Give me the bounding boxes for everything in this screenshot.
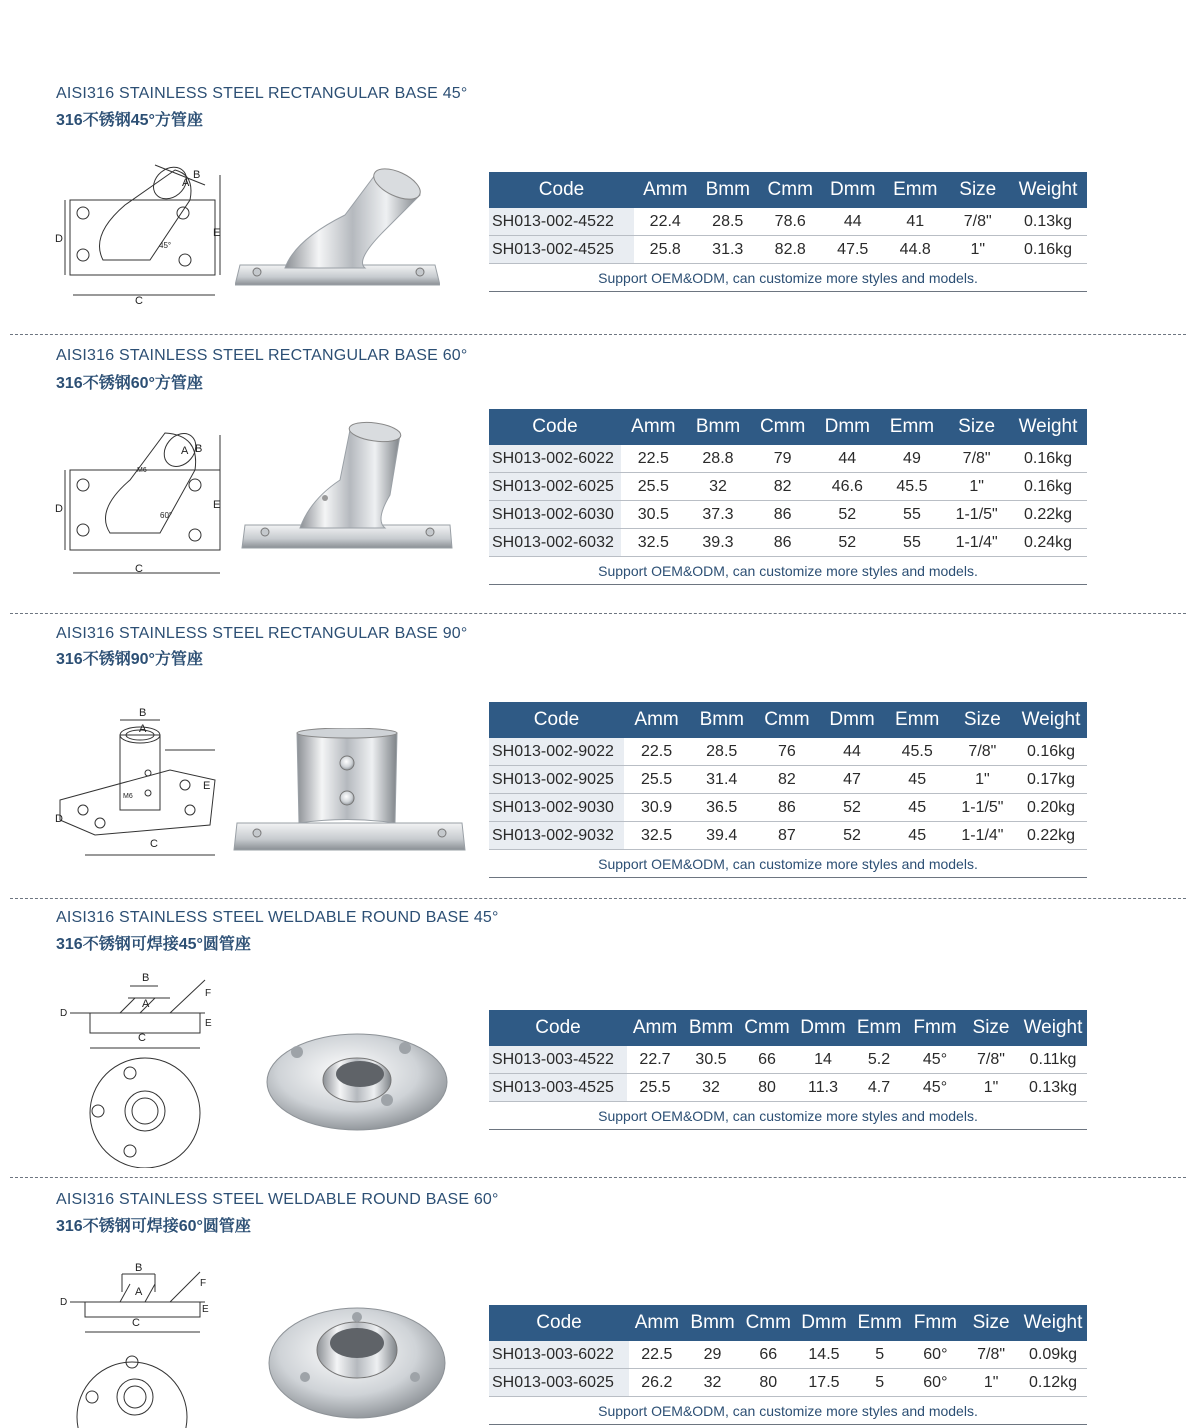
table-cell: 5.2	[851, 1046, 907, 1074]
table-header: Amm	[627, 1010, 683, 1046]
table-cell: 31.3	[697, 236, 760, 264]
table-header: Bmm	[683, 1010, 739, 1046]
section-title-zh: 316不锈钢可焊接60°圆管座	[56, 1218, 251, 1235]
table-cell: 22.5	[629, 1341, 685, 1369]
table-header: Emm	[852, 1305, 908, 1341]
dim-label-e: E	[213, 499, 221, 511]
oem-note: Support OEM&ODM, can customize more styles and models.	[489, 557, 1087, 585]
dim-label-e: E	[202, 1304, 209, 1315]
table-cell: 11.3	[795, 1074, 851, 1102]
oem-note: Support OEM&ODM, can customize more styles and models.	[489, 850, 1087, 878]
table-cell: 5	[852, 1369, 908, 1397]
cell-code: SH013-002-6030	[489, 501, 621, 529]
dim-label-angle: 60°	[160, 511, 173, 520]
dim-label-d: D	[60, 1008, 68, 1019]
dim-label-c: C	[132, 1317, 140, 1329]
table-cell: 7/8"	[963, 1046, 1019, 1074]
table-cell: 26.2	[629, 1369, 685, 1397]
table-header: Size	[950, 702, 1015, 738]
table-cell: 60°	[908, 1341, 964, 1369]
table-header: Code	[489, 409, 621, 445]
table-cell: 32.5	[624, 822, 689, 850]
table-cell: 30.9	[624, 794, 689, 822]
table-cell: 55	[880, 501, 945, 529]
table-cell: 1"	[947, 236, 1010, 264]
table-cell: 76	[754, 738, 819, 766]
table-cell: 86	[750, 529, 815, 557]
section-title-zh: 316不锈钢60°方管座	[56, 375, 203, 392]
table-cell: 22.5	[621, 445, 686, 473]
table-cell: 31.4	[689, 766, 754, 794]
section-title-en: AISI316 STAINLESS STEEL RECTANGULAR BASE 45°	[56, 85, 468, 102]
cell-code: SH013-002-9025	[489, 766, 624, 794]
table-cell: 32	[685, 1369, 741, 1397]
table-cell: 1"	[950, 766, 1015, 794]
cell-code: SH013-002-6032	[489, 529, 621, 557]
table-cell: 47	[819, 766, 884, 794]
cell-code: SH013-002-9022	[489, 738, 624, 766]
table-cell: 28.5	[689, 738, 754, 766]
table-cell: 45	[885, 794, 950, 822]
table-header: Amm	[634, 172, 697, 208]
table-cell: 0.22kg	[1015, 822, 1087, 850]
table-header: Weight	[1015, 702, 1087, 738]
table-cell: 79	[750, 445, 815, 473]
table-header: Code	[489, 172, 634, 208]
table-header: Dmm	[796, 1305, 852, 1341]
table-cell: 86	[754, 794, 819, 822]
table-cell: 32.5	[621, 529, 686, 557]
table-cell: 52	[815, 501, 880, 529]
table-cell: 22.5	[624, 738, 689, 766]
table-cell: 44	[822, 208, 885, 236]
dim-label-e: E	[205, 1018, 212, 1029]
table-cell: 14.5	[796, 1341, 852, 1369]
cell-code: SH013-002-4522	[489, 208, 634, 236]
table-cell: 66	[740, 1341, 796, 1369]
table-cell: 28.8	[686, 445, 751, 473]
table-cell: 41	[884, 208, 947, 236]
table-cell: 0.13kg	[1019, 1074, 1087, 1102]
dim-label-e: E	[213, 227, 221, 239]
table-cell: 45°	[907, 1046, 963, 1074]
table-cell: 45	[885, 822, 950, 850]
table-header: Dmm	[819, 702, 884, 738]
table-cell: 1-1/4"	[950, 822, 1015, 850]
table-header: Emm	[885, 702, 950, 738]
table-header: Emm	[851, 1010, 907, 1046]
table-header: Cmm	[739, 1010, 795, 1046]
table-header: Fmm	[908, 1305, 964, 1341]
table-cell: 29	[685, 1341, 741, 1369]
product-photo	[265, 1305, 450, 1428]
table-header: Weight	[1009, 409, 1087, 445]
table-cell: 36.5	[689, 794, 754, 822]
dim-label-a: A	[182, 177, 190, 189]
oem-note: Support OEM&ODM, can customize more styles and models.	[489, 1397, 1087, 1425]
table-cell: 87	[754, 822, 819, 850]
dim-label-e: E	[203, 780, 211, 792]
table-cell: 45°	[907, 1074, 963, 1102]
dim-label-d: D	[55, 813, 63, 825]
table-header: Cmm	[750, 409, 815, 445]
table-cell: 7/8"	[944, 445, 1009, 473]
table-cell: 14	[795, 1046, 851, 1074]
table-row	[489, 1341, 1087, 1369]
table-cell: 22.7	[627, 1046, 683, 1074]
table-cell: 1"	[963, 1369, 1019, 1397]
table-cell: 55	[880, 529, 945, 557]
table-header: Size	[944, 409, 1009, 445]
dim-label-a: A	[181, 445, 189, 457]
cell-code: SH013-002-4525	[489, 236, 634, 264]
table-cell: 0.16kg	[1009, 445, 1087, 473]
table-cell: 39.4	[689, 822, 754, 850]
table-cell: 0.13kg	[1009, 208, 1087, 236]
dim-label-b: B	[142, 972, 150, 984]
table-cell: 32	[686, 473, 751, 501]
table-cell: 22.4	[634, 208, 697, 236]
table-cell: 0.17kg	[1015, 766, 1087, 794]
table-cell: 5	[852, 1341, 908, 1369]
table-cell: 52	[815, 529, 880, 557]
table-cell: 30.5	[683, 1046, 739, 1074]
table-header: Code	[489, 702, 624, 738]
dim-label-b: B	[135, 1262, 143, 1274]
table-cell: 0.16kg	[1015, 738, 1087, 766]
table-cell: 0.16kg	[1009, 473, 1087, 501]
dim-label-b: B	[193, 169, 201, 181]
cell-code: SH013-002-6025	[489, 473, 621, 501]
table-cell: 28.5	[697, 208, 760, 236]
table-cell: 82	[754, 766, 819, 794]
table-cell: 78.6	[759, 208, 822, 236]
table-cell: 60°	[908, 1369, 964, 1397]
table-cell: 7/8"	[950, 738, 1015, 766]
dim-label-c: C	[150, 838, 158, 850]
table-cell: 0.22kg	[1009, 501, 1087, 529]
table-header: Emm	[884, 172, 947, 208]
dim-label-b: B	[195, 443, 203, 455]
table-header: Code	[489, 1305, 629, 1341]
dim-label-f: F	[200, 1278, 207, 1289]
table-cell: 0.12kg	[1019, 1369, 1087, 1397]
table-header: Size	[963, 1010, 1019, 1046]
dim-label-thread: M6	[137, 467, 147, 474]
cell-code: SH013-002-6022	[489, 445, 621, 473]
cell-code: SH013-002-9032	[489, 822, 624, 850]
table-header: Bmm	[689, 702, 754, 738]
table-cell: 39.3	[686, 529, 751, 557]
dim-label-a: A	[142, 998, 150, 1010]
table-cell: 25.8	[634, 236, 697, 264]
table-cell: 4.7	[851, 1074, 907, 1102]
table-cell: 30.5	[621, 501, 686, 529]
table-header: Amm	[624, 702, 689, 738]
table-header: Cmm	[754, 702, 819, 738]
dim-label-a: A	[135, 1286, 143, 1298]
section-title-en: AISI316 STAINLESS STEEL RECTANGULAR BASE 60°	[56, 347, 468, 364]
table-cell: 66	[739, 1046, 795, 1074]
table-cell: 49	[880, 445, 945, 473]
table-cell: 44	[819, 738, 884, 766]
table-cell: 45.5	[885, 738, 950, 766]
table-cell: 86	[750, 501, 815, 529]
table-cell: 45	[885, 766, 950, 794]
table-cell: 44.8	[884, 236, 947, 264]
table-row	[489, 1369, 1087, 1397]
table-cell: 52	[819, 794, 884, 822]
cell-code: SH013-003-6025	[489, 1369, 629, 1397]
table-cell: 25.5	[624, 766, 689, 794]
table-header: Size	[947, 172, 1010, 208]
dim-label-a: A	[139, 723, 147, 735]
technical-drawing	[60, 1262, 230, 1428]
section-title-zh: 316不锈钢可焊接45°圆管座	[56, 936, 251, 953]
table-cell: 0.16kg	[1009, 236, 1087, 264]
table-header: Amm	[621, 409, 686, 445]
dim-label-thread: M6	[123, 793, 133, 800]
table-cell: 7/8"	[963, 1341, 1019, 1369]
table-cell: 80	[740, 1369, 796, 1397]
dim-label-d: D	[55, 503, 63, 515]
table-header: Cmm	[759, 172, 822, 208]
table-header: Code	[489, 1010, 627, 1046]
cell-code: SH013-003-4525	[489, 1074, 627, 1102]
dim-label-angle: 45°	[159, 241, 172, 250]
table-header: Amm	[629, 1305, 685, 1341]
table-header: Bmm	[697, 172, 760, 208]
table-cell: 25.5	[627, 1074, 683, 1102]
table-cell: 17.5	[796, 1369, 852, 1397]
table-cell: 52	[819, 822, 884, 850]
table-header: Emm	[880, 409, 945, 445]
dim-label-d: D	[60, 1297, 68, 1308]
table-header: Dmm	[815, 409, 880, 445]
table-cell: 0.24kg	[1009, 529, 1087, 557]
table-cell: 45.5	[880, 473, 945, 501]
section-title-en: AISI316 STAINLESS STEEL WELDABLE ROUND BASE 60°	[56, 1191, 499, 1208]
dim-label-c: C	[138, 1032, 146, 1044]
table-cell: 44	[815, 445, 880, 473]
dim-label-b: B	[139, 707, 147, 719]
dim-label-c: C	[135, 295, 143, 307]
table-cell: 80	[739, 1074, 795, 1102]
table-header: Weight	[1019, 1010, 1087, 1046]
section-title-en: AISI316 STAINLESS STEEL RECTANGULAR BASE 90°	[56, 625, 468, 642]
table-cell: 46.6	[815, 473, 880, 501]
table-cell: 1"	[944, 473, 1009, 501]
spec-table	[489, 1305, 1087, 1425]
cell-code: SH013-003-6022	[489, 1341, 629, 1369]
oem-note: Support OEM&ODM, can customize more styles and models.	[489, 1102, 1087, 1130]
table-header: Fmm	[907, 1010, 963, 1046]
table-header: Bmm	[686, 409, 751, 445]
table-cell: 32	[683, 1074, 739, 1102]
table-header: Weight	[1009, 172, 1087, 208]
table-cell: 7/8"	[947, 208, 1010, 236]
table-cell: 1-1/5"	[944, 501, 1009, 529]
table-cell: 1"	[963, 1074, 1019, 1102]
section-title-en: AISI316 STAINLESS STEEL WELDABLE ROUND BASE 45°	[56, 909, 499, 926]
table-header: Cmm	[740, 1305, 796, 1341]
section-title-zh: 316不锈钢45°方管座	[56, 112, 203, 129]
section-title-zh: 316不锈钢90°方管座	[56, 651, 203, 668]
table-cell: 47.5	[822, 236, 885, 264]
table-header: Bmm	[685, 1305, 741, 1341]
table-header: Dmm	[822, 172, 885, 208]
table-cell: 0.11kg	[1019, 1046, 1087, 1074]
dim-label-d: D	[55, 233, 63, 245]
table-cell: 82.8	[759, 236, 822, 264]
table-header: Weight	[1019, 1305, 1087, 1341]
cell-code: SH013-002-9030	[489, 794, 624, 822]
dim-label-f: F	[205, 988, 212, 999]
table-cell: 82	[750, 473, 815, 501]
table-cell: 25.5	[621, 473, 686, 501]
table-cell: 0.20kg	[1015, 794, 1087, 822]
table-header: Dmm	[795, 1010, 851, 1046]
table-cell: 1-1/4"	[944, 529, 1009, 557]
table-cell: 0.09kg	[1019, 1341, 1087, 1369]
oem-note: Support OEM&ODM, can customize more styles and models.	[489, 264, 1087, 292]
dim-label-c: C	[135, 563, 143, 575]
table-cell: 1-1/5"	[950, 794, 1015, 822]
table-cell: 37.3	[686, 501, 751, 529]
table-header: Size	[963, 1305, 1019, 1341]
cell-code: SH013-003-4522	[489, 1046, 627, 1074]
